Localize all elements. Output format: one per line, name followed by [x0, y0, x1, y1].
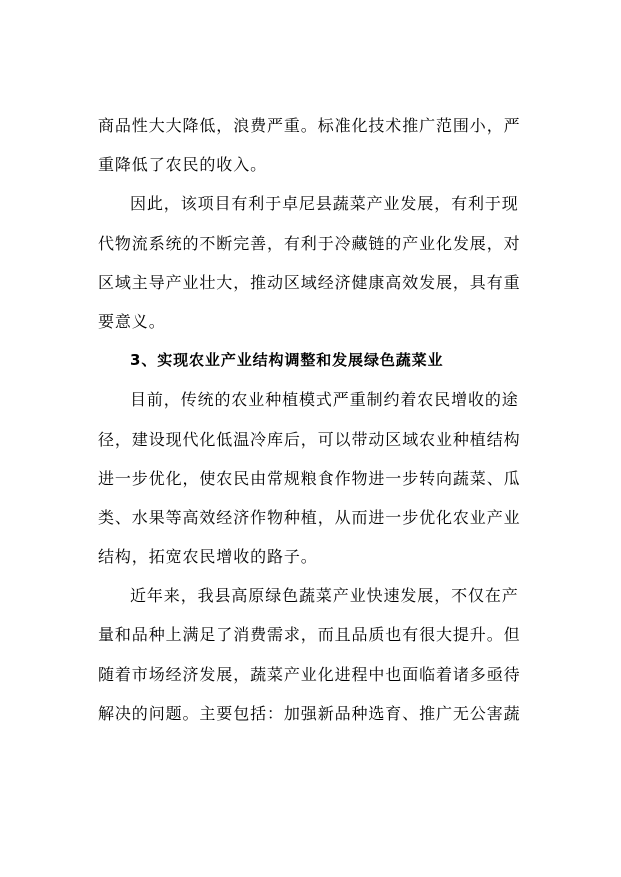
document-body: [98, 106, 521, 733]
text-line: 区域主导产业壮大，推动区域经济健康高效发展，具有重: [98, 272, 521, 292]
text-line: 量和品种上满足了消费需求，而且品质也有很大提升。但: [98, 625, 521, 645]
text-line: 要意义。: [98, 311, 166, 331]
text-line: 因此，该项目有利于卓尼县蔬菜产业发展，有利于现: [130, 194, 519, 214]
text-line: 代物流系统的不断完善，有利于冷藏链的产业化发展，对: [98, 233, 521, 253]
text-line: 随着市场经济发展，蔬菜产业化进程中也面临着诸多亟待: [98, 664, 521, 684]
text-line: 径，建设现代化低温冷库后，可以带动区域农业种植结构: [98, 429, 521, 449]
text-line: 解决的问题。主要包括：加强新品种选育、推广无公害蔬: [98, 703, 521, 723]
text-line: 进一步优化，使农民由常规粮食作物进一步转向蔬菜、瓜: [98, 468, 521, 488]
text-line: 近年来，我县高原绿色蔬菜产业快速发展，不仅在产: [130, 586, 519, 606]
text-line: 商品性大大降低，浪费严重。标准化技术推广范围小，严: [98, 116, 521, 135]
text-line: 目前，传统的农业种植模式严重制约着农民增收的途: [130, 390, 519, 410]
section-heading: 3、实现农业产业结构调整和发展绿色蔬菜业: [130, 351, 444, 370]
text-line: 重降低了农民的收入。: [98, 155, 268, 175]
text-line: 结构，拓宽农民增收的路子。: [98, 547, 318, 567]
text-line: 类、水果等高效经济作物种植，从而进一步优化农业产业: [98, 507, 521, 527]
